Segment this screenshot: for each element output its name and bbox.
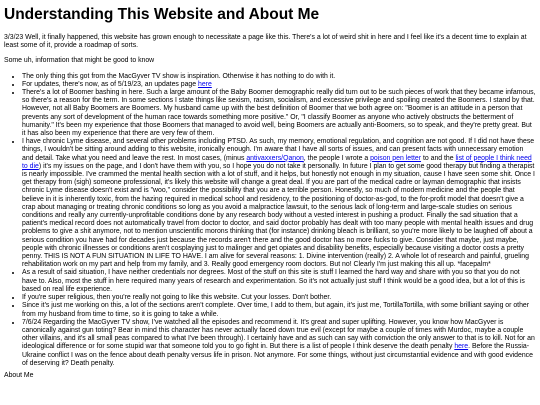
lead-paragraph: Some uh, information that might be good to know: [4, 57, 155, 65]
list-item: • If you're super religious, then you're really not going to like this website. Cut your losses. Don't bother.: [22, 294, 536, 302]
list-item: [22, 81, 536, 89]
info-list: [4, 73, 536, 368]
list-item: • As a result of said situation, I have neither credentials nor degrees. Most of the stuff on this site is stuff I learned the hard way and share with you so that you do not have to. Also, most the stuff in here required many years of research and experimentation. So it's not actually just stuff I think would be a good idea, but a lot of this is based on real life experience.: [22, 269, 536, 294]
list-item-text: ) it's my issues on the page, and I don't have them with you, so I hope you do not take it personally. In future I plan to get some good therapy but finding a therapist is nearly impossible. I've crammed the mental health section with a lot of stuff, and it helps, but honestly not enough in my situation, cause I have seen some shit. Once I get therapy from (sigh) someone professional, it's likely this website will change a great deal. If you are part of the medical cadre or layman demographic that insists chronic Lyme disease doesn't exist and is "woo," consider the possibility that you are a terrible person. Honestly, so much of modern medicine and the people that believe in it is inherently toxic, from the hazing required in medical school and residency, to the positioning of doctor-as-god, to the for-profit model that doesn't give a crap about managing or treating chronic conditions so long as you avoid a malpractice lawsuit, to the serious lack of long-term and large-scale studies on serious conditions and really any currently-unprofitable conditions done by any research body without a vested interest in pushing a product. Finally the sad situation that a patient's medical record does not automatically travel from doctor to doctor, and said doctor probably has dealt with too many people with mental health issues and drug problems to give a shit anymore, not to mention unscientific morons thinking that (for instance) drinking bleach is brilliant, so you're more likely to be laughed off about a serious condition you have had for decades just because the records aren't there and the good doctor has no more fucks to give. Consider that maybe, just maybe, people with chronic illnesses or conditions aren't cosplaying just to malinger and get opiates and disability benefits, especially because visiting a doctor costs a pretty penny. THIS IS NOT A FUN SITUATION IN LIFE TO HAVE. I am alive for several reasons: 1. Divine intervention (really) 2. A whole lot of research and painful, grueling rehabilitation work on my part and help from my family, and 3. Really good emergency room doctors. But no! Clearly I'm just making this all up. *facepalm*: [22, 162, 535, 269]
list-item-text: , the people I wrote a: [303, 154, 371, 162]
list-item-text: I have chronic Lyme disease, and several other problems including PTSD. As such, my memory, emotional regulation, and cognition are not good. If I did not have these things, I wouldn't be sitting around adding to this website, ironically enough. I'm aware that I have all sorts of issues, and can present facts with unnecessary emotion and detail. Take what you need and leave the rest. In most cases, (minus: [22, 138, 535, 162]
list-item: • Since it's just me working on this, a lot of the sections aren't complete. Over time, I add to them, but again, it's just me, TortillaTortilla, with some brilliant saying or other from my husband from time to time, so it is going to take a while.: [22, 302, 536, 318]
list-item-text: For updates, there's now, as of 5/19/23, an updates page: [22, 80, 199, 88]
list-item-text: to and the: [421, 154, 456, 162]
list-item: [22, 319, 536, 368]
list-item: • There's a lot of Boomer bashing in here. Such a large amount of the Baby Boomer demographic really did turn out to be such pieces of work that they became infamous, so there's a reason for the term. In some sections I state things like sexism, racism, socialism, and excessive privilege and spoiling created the Boomers. I stand by that. However, not all Baby Boomers are Boomers. My husband came up with the best definition of Boomer that we both agree on: "Boomer is an attitude in a person that prevents any sort of development of the human race towards something more positive." Or, "I classify Boomer as anyone who actively obstructs the betterment of humanity." It's been my experience that those Boomers that managed to avoid well, being Boomers are actually anti-Boomers, so to speak, and they're pretty great. But it has also been my experience that there are very few of them.: [22, 89, 536, 138]
page-title: Understanding This Website and About Me: [4, 6, 320, 23]
death-list-link[interactable]: list of people I think need to die: [22, 154, 532, 170]
list-item: [22, 138, 536, 269]
death-penalty-list-link[interactable]: here: [454, 343, 469, 351]
antivaxxers-link[interactable]: antivaxxers/Qanon: [246, 154, 304, 162]
list-item-text: 7/6/24 Regarding the MacGyver TV show, I've watched all the episodes and recommend it. It's great and super uplifting. However, you know how MacGyver is canonically against gun toting? Bear in mind this character has never actually faced down true evil (except for maybe a couple of times with Murdoc, maybe a couple other villains, and it's all small peas compared to what I've been through). I certainly have and as such can say with conviction the only answer to that is to kill. Not for an ideological difference or for some stupid war that someone told you to go fight in. But there is a list of people I think deserve the death penalty: [22, 318, 535, 351]
list-item-text: . Before the Russia-Ukraine conflict I was on the fence about death penalty versus life in prison. Not anymore. For some things, without just circumstantial evidence and with good evidence of deserving it? Death penalty.: [22, 343, 533, 367]
list-item: • The only thing this got from the MacGyver TV show is inspiration. Otherwise it has nothing to do with it.: [22, 73, 536, 81]
intro-paragraph: 3/3/23 Well, it finally happened, this website has grown enough to necessitate a page like this. There's a lot of weird shit in here and I feel like it's a decent time to explain at least some of it, provide a roadmap of sorts.: [4, 34, 527, 50]
about-me-heading: About Me: [4, 371, 34, 379]
updates-link[interactable]: here: [198, 80, 212, 88]
poison-pen-letter-link[interactable]: poison pen letter: [370, 154, 422, 162]
